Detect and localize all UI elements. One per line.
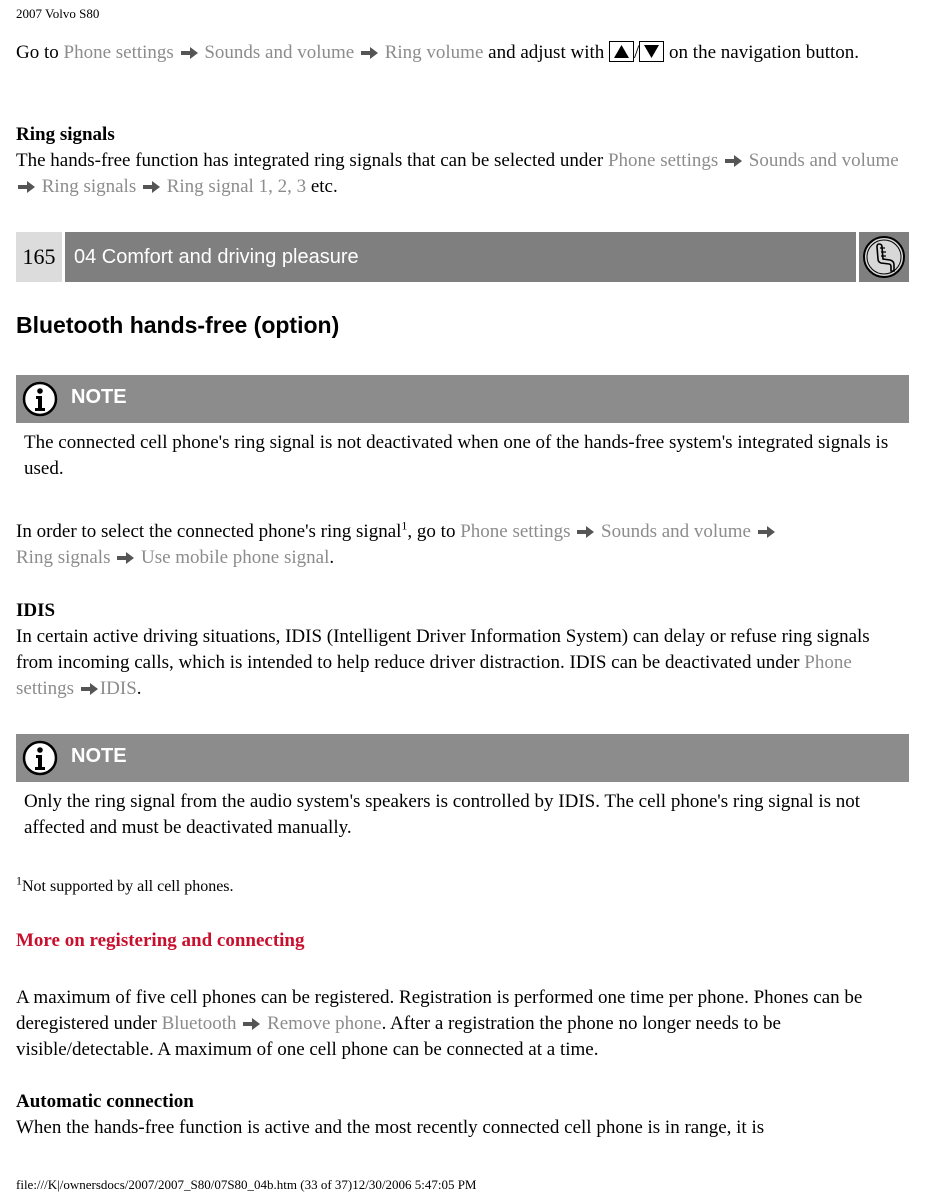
ring-signals-text: The hands-free function has integrated ring signals that can be selected under: [16, 150, 604, 171]
text-etc: etc.: [310, 176, 338, 197]
section-title: Bluetooth hands-free (option): [16, 312, 340, 338]
note-bar: [16, 734, 909, 782]
menu-ring-volume[interactable]: Ring volume: [384, 42, 484, 63]
arrow-right-icon: [81, 683, 98, 695]
nav-up-button-icon: [609, 41, 634, 62]
chapter-icon-box: [859, 232, 909, 282]
page-footer: file:///K|/ownersdocs/2007/2007_S80/07S80_04b.htm (33 of 37)12/30/2006 5:47:05 PM: [16, 1177, 477, 1192]
arrow-right-icon: [725, 155, 742, 167]
arrow-right-icon: [18, 181, 35, 193]
registering-text: A maximum of five cell phones can be registered. Registration is performed one time per phone. Phones can be deregistered under: [16, 987, 863, 1034]
ring-signals-heading: Ring signals: [16, 124, 115, 145]
footnote-marker: 1: [16, 873, 22, 888]
more-on-registering-link[interactable]: More on registering and connecting: [16, 930, 305, 951]
note-text: Only the ring signal from the audio system's speakers is controlled by IDIS. The cell phone's ring signal is not affected and must be deactivated manually.: [24, 791, 861, 838]
footnote-marker[interactable]: 1: [401, 518, 408, 533]
menu-ring-signal-options[interactable]: Ring signal 1, 2, 3: [166, 176, 307, 197]
arrow-right-icon: [117, 552, 134, 564]
automatic-connection-heading: Automatic connection: [16, 1091, 194, 1112]
document-title: 2007 Volvo S80: [16, 6, 100, 21]
registering-text-after: . After a registration the phone no longer needs to be visible/detectable. A maximum of one cell phone can be connected at a time.: [16, 1013, 781, 1060]
arrow-right-icon: [758, 526, 775, 538]
seat-icon: [859, 232, 909, 282]
text-go-to: Go to: [16, 42, 59, 63]
chapter-header: [16, 232, 909, 282]
note-label: NOTE: [71, 745, 127, 767]
menu-sounds-and-volume[interactable]: Sounds and volume: [748, 150, 899, 171]
page-number: 165: [16, 232, 62, 282]
menu-idis[interactable]: IDIS: [99, 678, 137, 699]
text-go-to: , go to: [407, 521, 456, 542]
info-icon: [22, 740, 58, 776]
menu-ring-signals[interactable]: Ring signals: [41, 176, 137, 197]
note-bar: [16, 375, 909, 423]
menu-bluetooth[interactable]: Bluetooth: [161, 1013, 237, 1034]
text-period: .: [136, 678, 142, 699]
idis-heading: IDIS: [16, 600, 56, 621]
note-text: The connected cell phone's ring signal is not deactivated when one of the hands-free system's integrated signals is used.: [24, 432, 889, 479]
menu-phone-settings[interactable]: Phone settings: [16, 652, 852, 699]
arrow-right-icon: [181, 47, 198, 59]
select-ring-text: In order to select the connected phone's ring signal: [16, 521, 402, 542]
registering-paragraph: [16, 985, 911, 1063]
menu-phone-settings[interactable]: Phone settings: [460, 521, 571, 542]
menu-sounds-and-volume[interactable]: Sounds and volume: [204, 42, 355, 63]
footnote-text: Not supported by all cell phones.: [22, 878, 234, 895]
ring-signals-paragraph: [16, 122, 911, 200]
menu-sounds-and-volume[interactable]: Sounds and volume: [601, 521, 751, 542]
arrow-right-icon: [577, 526, 594, 538]
menu-phone-settings[interactable]: Phone settings: [63, 42, 174, 63]
arrow-right-icon: [361, 47, 378, 59]
menu-use-mobile-phone-signal[interactable]: Use mobile phone signal: [140, 547, 330, 568]
text-period: .: [329, 547, 335, 568]
text-slash: /: [634, 42, 640, 63]
note-label: NOTE: [71, 386, 127, 408]
nav-down-button-icon: [639, 41, 664, 62]
info-icon: [22, 381, 58, 417]
idis-paragraph: [16, 598, 911, 702]
arrow-right-icon: [143, 181, 160, 193]
text-navigation-button: on the navigation button.: [669, 42, 860, 63]
footnote: [16, 873, 234, 896]
menu-remove-phone[interactable]: Remove phone: [267, 1013, 382, 1034]
ring-volume-paragraph: [16, 40, 911, 66]
automatic-connection-text: When the hands-free function is active and the most recently connected cell phone is in range, it is: [16, 1117, 765, 1138]
idis-text: In certain active driving situations, IDIS (Intelligent Driver Information System) can delay or refuse ring signals from incoming calls, which is intended to help reduce driver distraction. IDIS can be deactivated under: [16, 626, 870, 673]
chapter-title: 04 Comfort and driving pleasure: [65, 232, 856, 282]
menu-phone-settings[interactable]: Phone settings: [607, 150, 719, 171]
text-adjust-with: and adjust with: [488, 42, 605, 63]
menu-ring-signals[interactable]: Ring signals: [16, 547, 111, 568]
automatic-connection-paragraph: [16, 1089, 911, 1141]
select-ring-signal-paragraph: [16, 519, 911, 571]
arrow-right-icon: [243, 1018, 260, 1030]
